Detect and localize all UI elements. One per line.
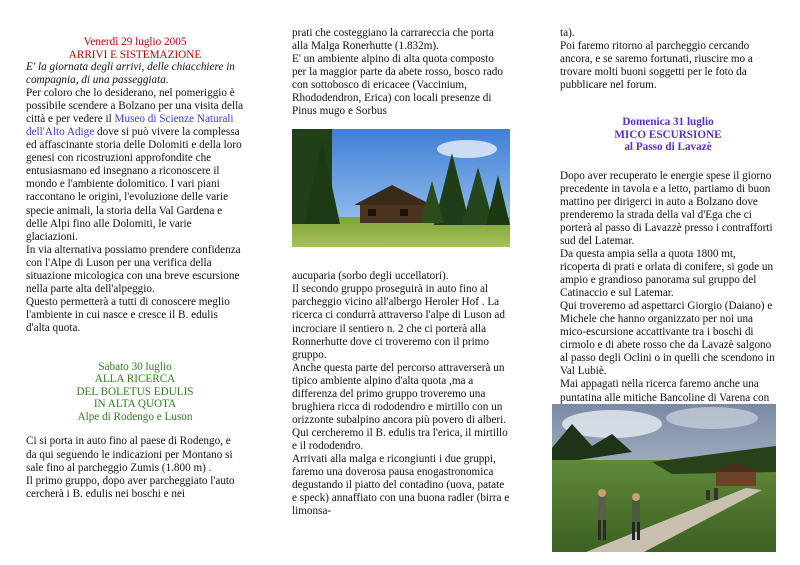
second-group-paragraph: Il secondo gruppo proseguirà in auto fino al parcheggio vicino all'albergo Heroler Hof . La ricerca ci condurrà attraverso l'alpe di Luson ad incrociare il sentiero n. 2 che ci porterà alla Ronnerhutte dove ci troveremo con il primo gruppo. [292, 283, 505, 361]
alpine-hut-photo [292, 129, 510, 247]
sunday-title: MICO ESCURSIONE [614, 128, 722, 141]
environment-paragraph: Questo permetterà a tutti di conoscere meglio l'ambiente in cui nasce e cresce il B. edulis d'alta quota. [26, 295, 230, 334]
alternative-paragraph: In via alternativa possiamo prendere confidenza con l'Alpe di Luson per una verifica della situazione micologica con una breve escursione nella parte alta dell'alpeggio. [26, 243, 241, 295]
sunday-location: al Passo di Lavazè [624, 141, 712, 154]
heathland-paragraph: Anche questa parte del percorso attraverserà un tipico ambiente alpino d'alta quota ,ma a differenza del primo gruppo troveremo una brughiera ricca di rododendro e mirtillo con un orizzonte subalpino ancora più povero di alberi. Qui cercheremo il B. edulis tra l'erica, il mirtillo e il rododendro. [292, 361, 508, 452]
saturday-date: Sabato 30 luglio [98, 360, 172, 373]
friday-date: Venerdì 29 luglio 2005 [83, 36, 187, 48]
column-2 [292, 0, 510, 565]
sunday-paragraph-2: Da questa ampia sella a quota 1800 mt, ricoperta di prati e orlata di conifere, si gode un ampio e grandioso panorama sul gruppo del Catinaccio e sul Latemar. [560, 248, 774, 300]
rodengo-paragraph: Ci si porta in auto fino al paese di Rodengo, e da qui seguendo le indicazioni per Montano si sale fino al parcheggio Zumis (1.800 m) . [26, 435, 233, 474]
friday-intro: E' la giornata degli arrivi, delle chiacchiere in compagnia, di una passeggiata. [26, 61, 235, 87]
sunday-paragraph-4: Mai appagati nella ricerca faremo anche una puntatina alle mitiche Bancoline di Varena con [560, 378, 770, 404]
museum-paragraph [26, 87, 244, 244]
malga-paragraph: prati che costeggiano la carrareccia che porta alla Malga Ronerhutte (1.832m). [292, 27, 494, 53]
sunday-paragraph-1: Dopo aver recuperato le energie spese il giorno precedente in tavola e a letto, partiamo di buon mattino per dirigerci in auto a Bolzano dove prenderemo la strada della val d'Ega che ci porterà al passo di Lavazzè presso i contrafforti sud del Latemar. [560, 169, 773, 247]
sunday-paragraph-3: Qui troveremo ad aspettarci Giorgio (Daiano) e Michele che hanno organizzato per noi una mico-escursione accattivante tra i boschi di cirmolo e di abete rosso che da Lavazè salgono al passo degli Oclini o in quelli che scendono in Val Lubiè. [560, 300, 775, 378]
museum-text-a: Per coloro che lo desiderano, nel pomeriggio è possibile scendere a Bolzano per una visita della città e per vedere il [26, 87, 244, 126]
continuation-text: ta). [560, 27, 575, 39]
sorbus-paragraph: aucuparia (sorbo degli uccellatori). [292, 270, 449, 283]
lunch-paragraph: Arrivati alla malga e ricongiunti i due gruppi, faremo una doverosa pausa enogastronomica degustando il piatto del contadino (uova, patate e speck) annaffiato con una buona radler (birra e limonsa- [292, 452, 510, 518]
saturday-title-1: ALLA RICERCA [94, 373, 176, 386]
first-group-paragraph: Il primo gruppo, dopo aver parcheggiato l'auto cercherà i B. edulis nei boschi e nei [26, 474, 235, 500]
sunday-date: Domenica 31 luglio [622, 116, 714, 129]
saturday-title-3: IN ALTA QUOTA [93, 398, 177, 411]
museum-link[interactable]: Museo di Scienze Naturali dell'Alto Adige [26, 113, 234, 139]
saturday-location: Alpe di Rodengo e Luson [77, 410, 193, 423]
column-1 [26, 0, 244, 565]
alpine-env-paragraph: E' un ambiente alpino di alta quota composto per la maggior parte da abete rosso, bosco rado con sottobosco di ericacee (Vaccinium, Rhododendron, Erica) con locali presenze di Pinus mugo e Sorbus [292, 53, 503, 118]
return-paragraph: Poi faremo ritorno al parcheggio cercando ancora, e se saremo fortunati, riuscire mo a trovare molti buoni soggetti per le foto da pubblicare nel forum. [560, 40, 753, 92]
museum-text-b: dove si può vivere la complessa ed affascinante storia delle Dolomiti e della loro genesi con ricostruzioni approfondite che entusiasmano ed insegnano a riconoscere il mondo e l'ambiente dolomitico. I vari piani raccontano le origini, l'evoluzione delle varie specie animali, la storia della Val Gardena e delle Alpi fino alle Dolomiti, le varie glaciazioni. [26, 126, 242, 243]
friday-title: ARRIVI E SISTEMAZIONE [68, 48, 202, 61]
saturday-title-2: DEL BOLETUS EDULIS [76, 385, 194, 398]
hikers-photo [552, 404, 776, 552]
